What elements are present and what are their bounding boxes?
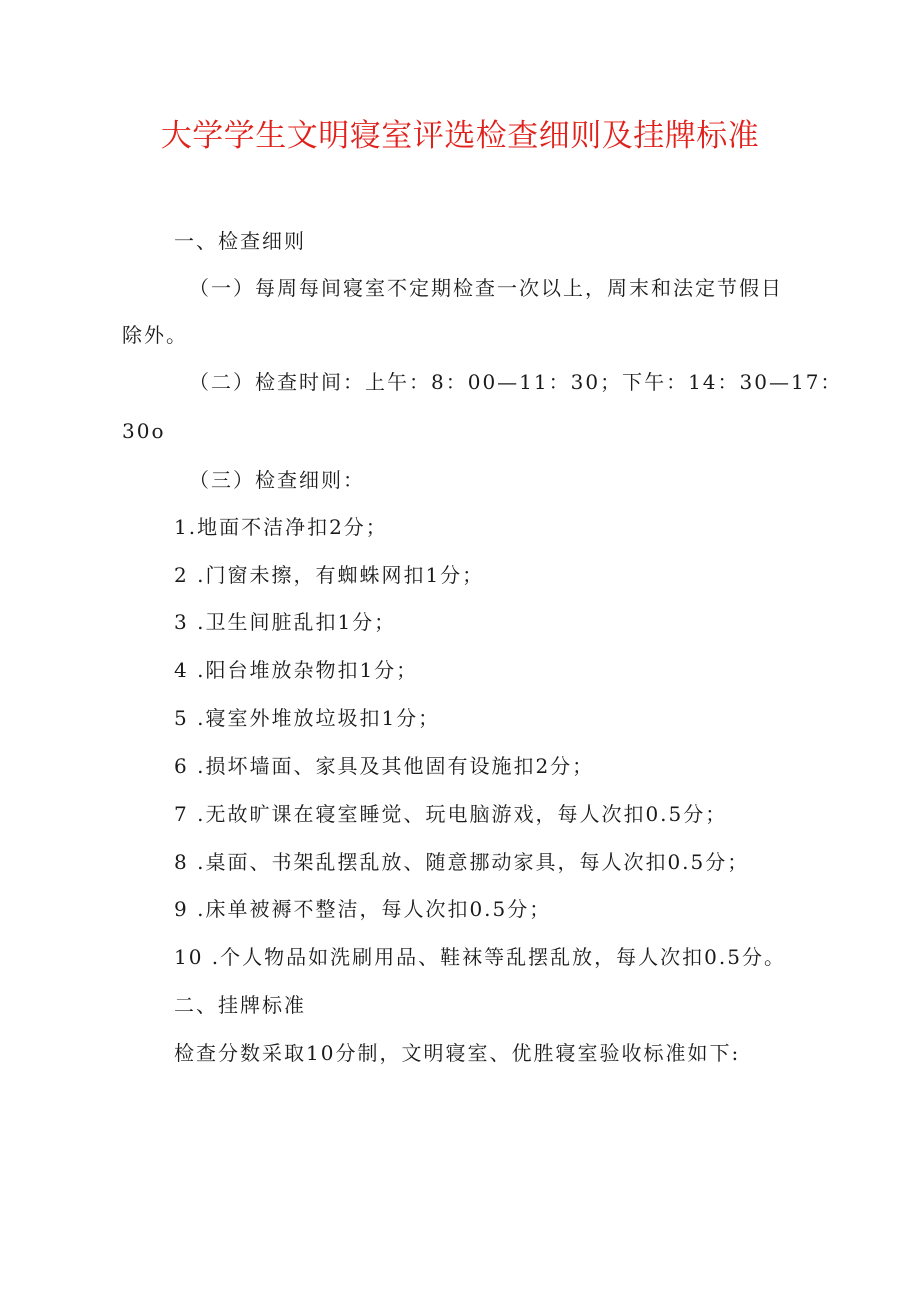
rule-item-4: 4 .阳台堆放杂物扣1分；	[174, 658, 419, 682]
section-1-para-2-line-2: 30o	[122, 419, 166, 443]
rule-item-9: 9 .床单被褥不整洁，每人次扣0.5分；	[174, 897, 552, 921]
rule-item-3: 3 .卫生间脏乱扣1分；	[174, 610, 397, 634]
section-1-para-3: （三）检查细则：	[189, 468, 365, 492]
section-2-para-1: 检查分数采取10分制，文明寝室、优胜寝室验收标准如下:	[174, 1041, 741, 1065]
section-1-para-1-line-2: 除外。	[122, 323, 188, 347]
rule-item-8: 8 .桌面、书架乱摆乱放、随意挪动家具，每人次扣0.5分；	[174, 850, 750, 874]
rule-item-5: 5 .寝室外堆放垃圾扣1分；	[174, 706, 441, 730]
rule-item-6: 6 .损坏墙面、家具及其他固有设施扣2分；	[174, 754, 595, 778]
section-1-heading: 一、检查细则	[174, 229, 306, 253]
section-1-para-1-line-1: （一）每周每间寝室不定期检查一次以上，周末和法定节假日	[189, 276, 783, 300]
rule-item-7: 7 .无故旷课在寝室睡觉、玩电脑游戏，每人次扣0.5分；	[174, 802, 728, 826]
section-1-para-2-line-1: （二）检查时间：上午：8：00—11：30；下午：14：30—17：	[189, 370, 843, 394]
section-2-heading: 二、挂牌标准	[174, 993, 306, 1017]
rule-item-1: 1.地面不洁净扣2分；	[174, 515, 388, 539]
document-title: 大学学生文明寝室评选检查细则及挂牌标准	[160, 118, 760, 154]
rule-item-2: 2 .门窗未擦，有蜘蛛网扣1分；	[174, 563, 485, 587]
rule-item-10: 10 .个人物品如洗刷用品、鞋袜等乱摆乱放，每人次扣0.5分。	[174, 945, 786, 969]
